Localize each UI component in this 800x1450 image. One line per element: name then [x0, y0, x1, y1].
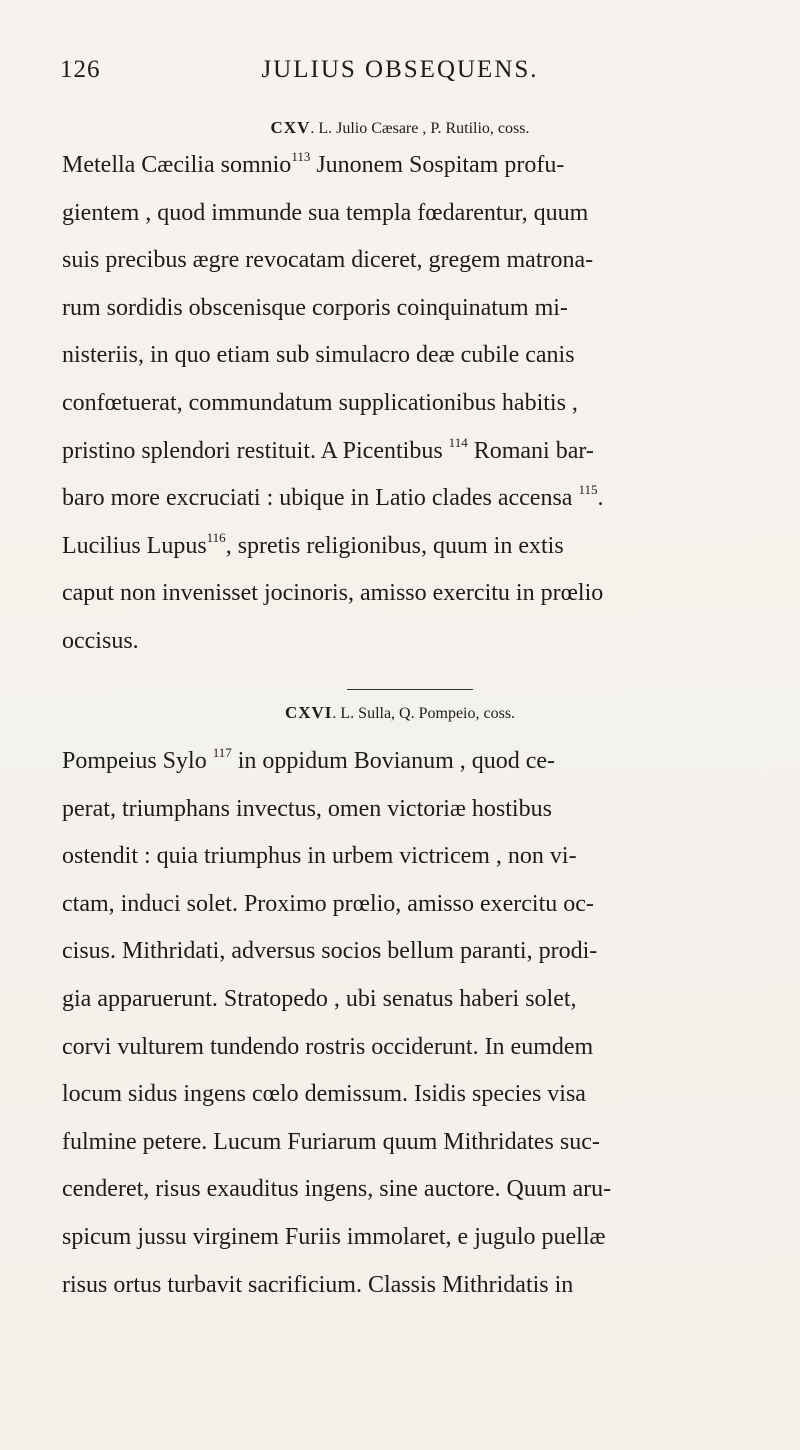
section-consuls: . L. Julio Cæsare , P. Rutilio, coss.	[310, 120, 530, 137]
footnote-marker: 117	[212, 745, 232, 760]
text-line	[62, 618, 740, 666]
text-run: risus ortus turbavit sacrificium. Classis Mithridatis in	[62, 1271, 574, 1298]
text-run: suis precibus ægre revocatam diceret, gregem matrona-	[62, 247, 594, 274]
section-divider-rule	[347, 689, 473, 690]
footnote-marker: 113	[291, 149, 311, 164]
text-run: ctam, induci solet. Proximo prœlio, amisso exercitu oc-	[62, 890, 594, 917]
text-run: cenderet, risus exauditus ingens, sine auctore. Quum aru-	[62, 1176, 612, 1203]
text-line	[62, 332, 740, 380]
text-run: ostendit : quia triumphus in urbem victricem , non vi-	[62, 843, 577, 870]
text-run: baro more excruciati : ubique in Latio clades accensa	[62, 485, 579, 512]
text-line	[62, 1214, 740, 1262]
section-heading-cxv	[60, 118, 740, 138]
text-run: in oppidum Bovianum , quod ce-	[231, 748, 556, 774]
text-line	[62, 976, 740, 1024]
section-consuls: . L. Sulla, Q. Pompeio, coss.	[332, 705, 516, 722]
text-line	[62, 1071, 740, 1119]
text-line	[62, 833, 740, 881]
text-run: caput non invenisset jocinoris, amisso exercitu in prœlio	[62, 580, 604, 607]
text-line	[62, 142, 740, 190]
text-run: nisteriis, in quo etiam sub simulacro deæ cubile canis	[62, 342, 575, 369]
text-run: spicum jussu virginem Furiis immolaret, e jugulo puellæ	[62, 1223, 606, 1250]
text-run: Pompeius Sylo	[62, 748, 213, 774]
text-run: corvi vulturem tundendo rostris occiderunt. In eumdem	[62, 1033, 594, 1060]
text-run: Lucilius Lupus	[62, 532, 207, 559]
text-line	[62, 881, 740, 929]
footnote-marker: 115	[578, 482, 598, 498]
text-run: locum sidus ingens cœlo demissum. Isidis species visa	[62, 1081, 586, 1108]
text-run: Junonem Sospitam profu-	[310, 152, 565, 178]
text-run: fulmine petere. Lucum Furiarum quum Mithridates suc-	[62, 1128, 600, 1155]
text-line	[62, 928, 740, 976]
page-number: 126	[60, 56, 101, 83]
text-line	[62, 285, 740, 333]
footnote-marker: 114	[448, 434, 468, 450]
section-numeral: CXVI	[284, 703, 333, 722]
running-head	[60, 56, 740, 96]
text-run: pristino splendori restituit. A Picentibus	[62, 437, 449, 464]
text-line	[62, 380, 740, 428]
text-run: gia apparuerunt. Stratopedo , ubi senatus haberi solet,	[62, 985, 577, 1012]
section-text-cxv	[62, 142, 740, 666]
text-line	[62, 1166, 740, 1214]
text-line	[62, 1262, 740, 1310]
text-line	[62, 738, 740, 786]
text-line	[62, 475, 740, 523]
text-line	[62, 523, 740, 571]
text-line	[62, 1024, 740, 1072]
text-line	[62, 786, 740, 834]
text-line	[62, 428, 740, 476]
text-run: cisus. Mithridati, adversus socios bellum paranti, prodi-	[62, 938, 598, 965]
text-line	[62, 190, 740, 238]
text-run: confœtuerat, commundatum supplicationibus habitis ,	[62, 389, 578, 416]
text-line	[62, 1119, 740, 1167]
text-run: perat, triumphans invectus, omen victoriæ hostibus	[62, 795, 552, 822]
text-run: occisus.	[62, 627, 139, 654]
section-numeral: CXV	[270, 118, 311, 137]
text-run: , spretis religionibus, quum in extis	[225, 532, 564, 559]
text-run: gientem , quod immunde sua templa fœdarentur, quum	[62, 199, 589, 226]
text-run: .	[597, 485, 604, 512]
text-run: rum sordidis obscenisque corporis coinquinatum mi-	[62, 294, 568, 321]
running-title: JULIUS OBSEQUENS.	[261, 56, 539, 83]
section-heading-cxvi	[60, 703, 740, 723]
text-run: Metella Cæcilia somnio	[62, 152, 292, 178]
footnote-marker: 116	[206, 529, 226, 545]
section-text-cxvi	[62, 738, 740, 1309]
text-line	[62, 237, 740, 285]
text-line	[62, 570, 740, 618]
text-run: Romani bar-	[467, 437, 594, 464]
